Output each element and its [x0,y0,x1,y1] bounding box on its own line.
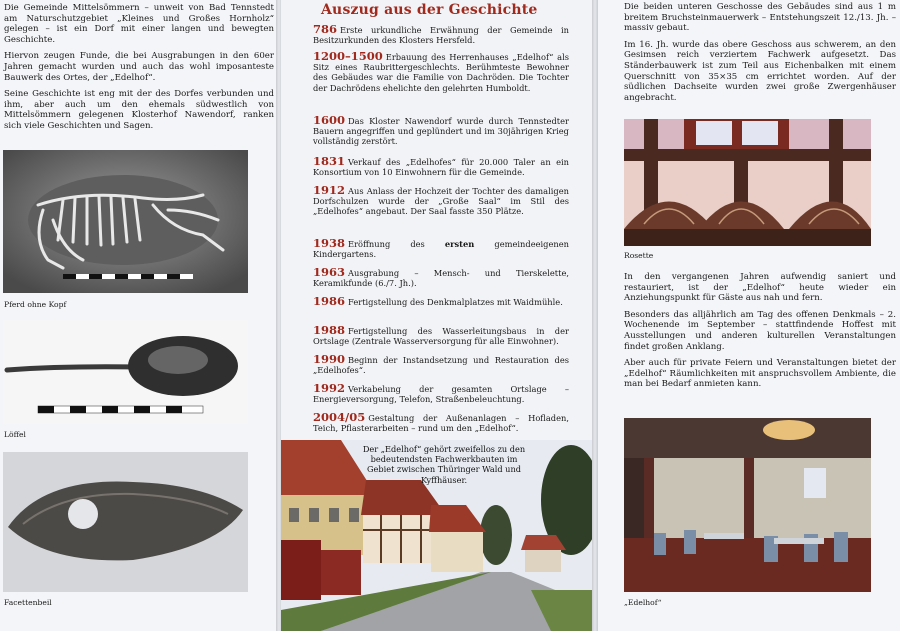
building-text [624,2,896,109]
visitor-paragraph-1: In den vergangenen Jahren aufwendig saniert und restauriert, ist der „Edelhof“ heute wieder ein Anziehungspunkt für Gäste aus nah und fern. [624,272,896,304]
visitor-paragraph-3: Aber auch für private Feiern und Veranstaltungen bietet der „Edelhof“ Räumlichkeiten mit anspruchsvollem Ambiente, die man bei Bedarf anmieten kann. [624,358,896,390]
bottom-strip [0,631,900,641]
hall-interior-photo [624,418,871,592]
timeline-entry: 1600 Das Kloster Nawendorf wurde durch Tennstedter Bauern angegriffen und geplündert und im 30jährigen Krieg vollständig zerstört. [313,113,569,147]
caption-hall: „Edelhof“ [624,598,662,607]
intro-paragraph-1: Die Gemeinde Mittelsömmern – unweit von Bad Tennstedt am Naturschutzgebiet „Kleines und Großes Hornholz“ gelegen – ist ein Dorf mit einer langen und bewegten Geschichte. [4,3,274,45]
timeline-entry: 1912 Aus Anlass der Hochzeit der Tochter des damaligen Dorfschulzen wurde der „Große Saal“ im Stil des „Edelhofes“ angebaut. Der Saal fasste 350 Plätze. [313,183,569,217]
visitor-paragraph-2: Besonders das alljährlich am Tag des offenen Denkmals – 2. Wochenende im September – stattfindende Hoffest mit Ausstellungen und anderen kulturellen Veranstaltungen findet großen Anklang. [624,309,896,352]
caption-horse: Pferd ohne Kopf [4,300,67,309]
timeline-entry: 1831 Verkauf des „Edelhofes“ für 20.000 Taler an ein Konsortium von 10 Einwohnern für die Gemeinde. [313,154,569,178]
building-paragraph-1: Die beiden unteren Geschosse des Gebäudes sind aus 1 m breitem Bruchsteinmauerwerk – Entstehungszeit 12./13. Jh. – massiv gebaut. [624,2,896,34]
spoon-photo [3,320,248,424]
timeline-entry: 1200–1500 Erbauung des Herrenhauses „Edelhof“ als Sitz eines Raubrittergeschlechts. Berühmteste Bewohner des Gebäudes war die Familie von Dachröden. Die Tochter der Dachrödens ehelichte den gelehrten Humboldt. [313,49,569,93]
caption-axe: Facettenbeil [4,598,52,607]
timeline-entry: 1990 Beginn der Instandsetzung und Restauration des „Edelhofes“. [313,352,569,376]
caption-spoon: Löffel [4,430,26,439]
left-panel [0,0,276,631]
intro-paragraph-3: Seine Geschichte ist eng mit der des Dorfes verbunden und ihm, aber auch um den ehemals südwestlich von Mittelsömmern gelegenen Klosterhof Nawendorf, ranken sich viele Geschichten und Sagen. [4,89,274,131]
edelhof-village-photo [281,440,592,631]
right-panel [598,0,900,631]
timeline-entry: 786 Erste urkundliche Erwähnung der Gemeinde in Besitzurkunden des Klosters Hersfeld. [313,22,569,46]
timeline-entry: 1992 Verkabelung der gesamten Ortslage – Energieversorgung, Telefon, Straßenbeleuchtung. [313,381,569,405]
caption-rosette: Rosette [624,251,654,260]
intro-text [4,3,274,138]
middle-panel [281,0,592,631]
timeline-entry: 1963 Ausgrabung – Mensch- und Tierskelette, Keramikfunde (6./7. Jh.). [313,265,569,289]
timeline-entry: 1938 Eröffnung des ersten gemeindeeigenen Kindergartens. [313,236,569,260]
timeline-entry: 1988 Fertigstellung des Wasserleitungsbaus in der Ortslage (Zentrale Wasserversorgung für alle Einwohner). [313,323,569,347]
history-title: Auszug aus der Geschichte [321,2,538,18]
edelhof-photo-caption: Der „Edelhof“ gehört zweifellos zu den bedeutendsten Fachwerkbauten im Gebiet zwischen Thüringer Wald und Kyffhäuser. [362,444,526,485]
visitor-text [624,272,896,396]
timeline-entry: 1986 Fertigstellung des Denkmalplatzes mit Waidmühle. [313,294,563,308]
rosette-photo [624,119,871,246]
horse-skeleton-photo [3,150,248,293]
timeline-entry: 2004/05 Gestaltung der Außenanlagen – Hofladen, Teich, Pflasterarbeiten – rund um den „Edelhof“. [313,410,569,434]
building-paragraph-2: Im 16. Jh. wurde das obere Geschoss aus schwerem, an den Gesimsen reich verziertem Fachwerk aufgesetzt. Das Ständerbauwerk ist zum Teil aus Eichenbalken mit einem Querschnitt von 35×35 cm errichtet worden. Auf der südlichen Dachseite wurden zwei große Zwergenhäuser angebracht. [624,39,896,103]
intro-paragraph-2: Hiervon zeugen Funde, die bei Ausgrabungen in den 60er Jahren gemacht wurden und auch das wohl imposanteste Bauwerk des Ortes, der „Edelhof“. [4,51,274,83]
axe-photo [3,452,248,592]
